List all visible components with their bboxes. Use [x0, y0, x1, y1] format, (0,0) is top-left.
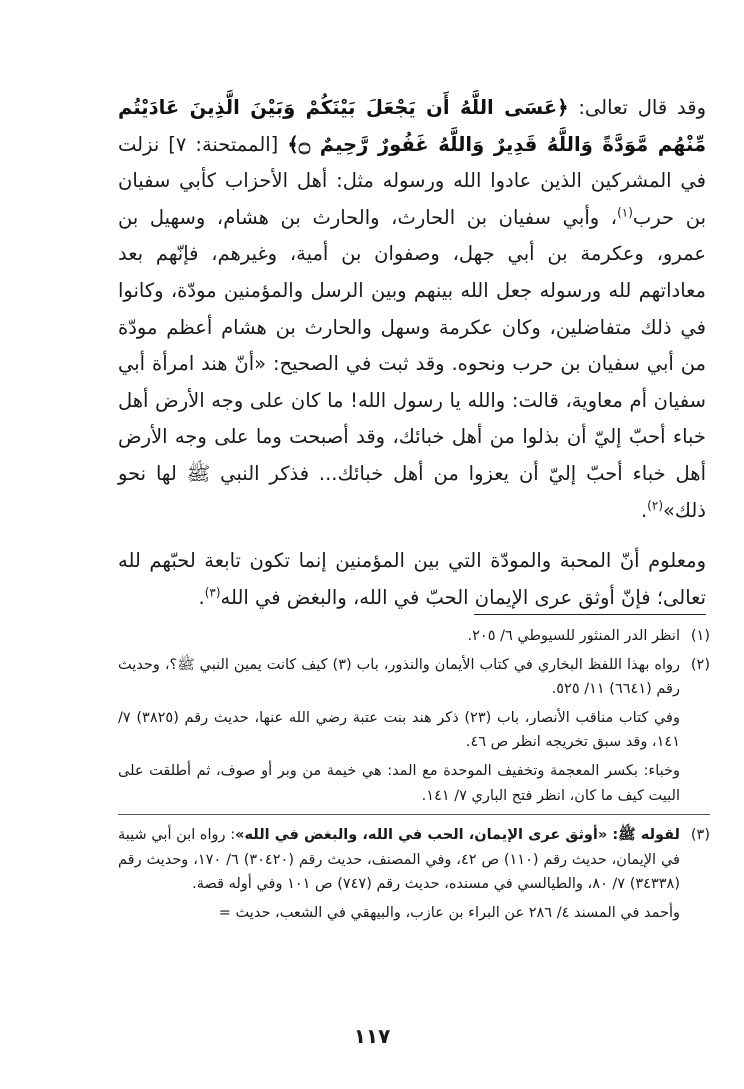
verse-intro: وقد قال تعالى:	[568, 96, 706, 119]
footnote-text: انظر الدر المنثور للسيوطي ٦/ ٢٠٥.	[467, 628, 680, 644]
footnote-3	[118, 823, 710, 897]
page-number: ١١٧	[353, 1024, 391, 1048]
paragraph-2-text: ومعلوم أنّ المحبة والمودّة التي بين المؤمنين إنما تكون تابعة لحبّهم لله تعالى؛ فإنّ أوثق عرى الإيمان الحبّ في الله، والبغض في الله	[118, 549, 706, 609]
footnote-marker-1[interactable]: (١)	[617, 205, 633, 220]
paragraph-1-end: .	[640, 498, 648, 522]
footnote-number: (٢)	[690, 656, 710, 673]
paragraph-2	[118, 543, 706, 616]
footnote-hadith-lead: لقوله ﷺ: «أوثق عرى الإيمان، الحب في الله، والبغض في الله»	[235, 827, 680, 844]
footnote-number: (٣)	[690, 827, 710, 844]
footnotes	[118, 624, 710, 930]
footnote-3-continuation-1: وأحمد في المسند ٤/ ٢٨٦ عن البراء بن عازب، والبيهقي في الشعب، حديث =	[218, 904, 680, 921]
footnote-divider	[474, 614, 706, 615]
footnote-marker-3[interactable]: (٣)	[204, 585, 221, 600]
footnote-2-continuation-2: وخباء: بكسر المعجمة وتخفيف الموحدة مع المد: هي خيمة من وبر أو صوف، ثم أطلقت على البيت كيف ما كان، انظر فتح الباري ٧/ ١٤١.	[118, 762, 680, 804]
footnote-text: رواه بهذا اللفظ البخاري في كتاب الأيمان والنذور، باب (٣) كيف كانت يمين النبي ﷺ؟، وحديث رقم (٦٦٤١) ١١/ ٥٢٥.	[118, 656, 681, 698]
paragraph-1-text-b: ، وأبي سفيان بن الحارث، والحارث بن هشام، وسهيل بن عمرو، وعكرمة بن أبي جهل، وصفوان بن أمية، وغيرهم، فإنّهم بعد معاداتهم لله ورسوله جعل الله بينهم وبين الرسل والمؤمنين مودّة، وكانوا في ذلك متفاضلين، وكان عكرمة وسهل والحارث بن هشام أعظم مودّة من أبي سفيان بن حرب ونحوه. وقد ثبت في الصحيح: «أنّ هند امرأة أبي سفيان أم معاوية، قالت: والله يا رسول الله! ما كان على وجه الأرض أهل خباء أحبّ إليّ أن بذلوا من أهل خبائك، وقد أصبحت وما على وجه الأرض أهل خباء أحبّ إليّ أن يعزوا من أهل خبائك... فذكر النبي ﷺ لها نحو ذلك»	[118, 205, 706, 522]
footnote-2-continuation-1: وفي كتاب مناقب الأنصار، باب (٢٣) ذكر هند بنت عتبة رضي الله عنها، حديث رقم (٣٨٢٥) ٧/ ١٤١، وقد سبق تخريجه انظر ص ٤٦.	[118, 709, 680, 751]
footnote-separator	[118, 814, 710, 815]
quran-verse: ﴿عَسَى اللَّهُ أَن يَجْعَلَ بَيْنَكُمْ وَبَيْنَ الَّذِينَ عَادَيْتُم مِّنْهُم مَّوَدَّةً وَاللَّهُ قَدِيرٌ وَاللَّهُ غَفُورٌ رَّحِيمٌ ۝﴾	[118, 96, 707, 156]
footnote-marker-2[interactable]: (٢)	[647, 498, 663, 513]
paragraph-1	[118, 90, 706, 529]
paragraph-2-end: .	[198, 585, 205, 609]
main-text	[118, 90, 706, 616]
footnote-text: : رواه ابن أبي شيبة في الإيمان، حديث رقم (١١٠) ص ٤٢، وفي المصنف، حديث رقم (٣٠٤٢٠) ٦/ ١٧٠، وحديث رقم (٣٤٣٣٨) ٧/ ٨٠، والطيالسي في مسنده، حديث رقم (٧٤٧) ص ١٠١ وفي أوله قصة.	[118, 827, 680, 893]
paragraph-1-text-a: نزلت في المشركين الذين عادوا الله ورسوله مثل: أهل الأحزاب كأبي سفيان بن حرب	[118, 132, 706, 229]
verse-reference: [الممتحنة: ٧]	[159, 132, 279, 156]
footnote-2	[118, 653, 710, 702]
footnote-number: (١)	[690, 628, 710, 644]
footnote-1	[118, 624, 710, 649]
